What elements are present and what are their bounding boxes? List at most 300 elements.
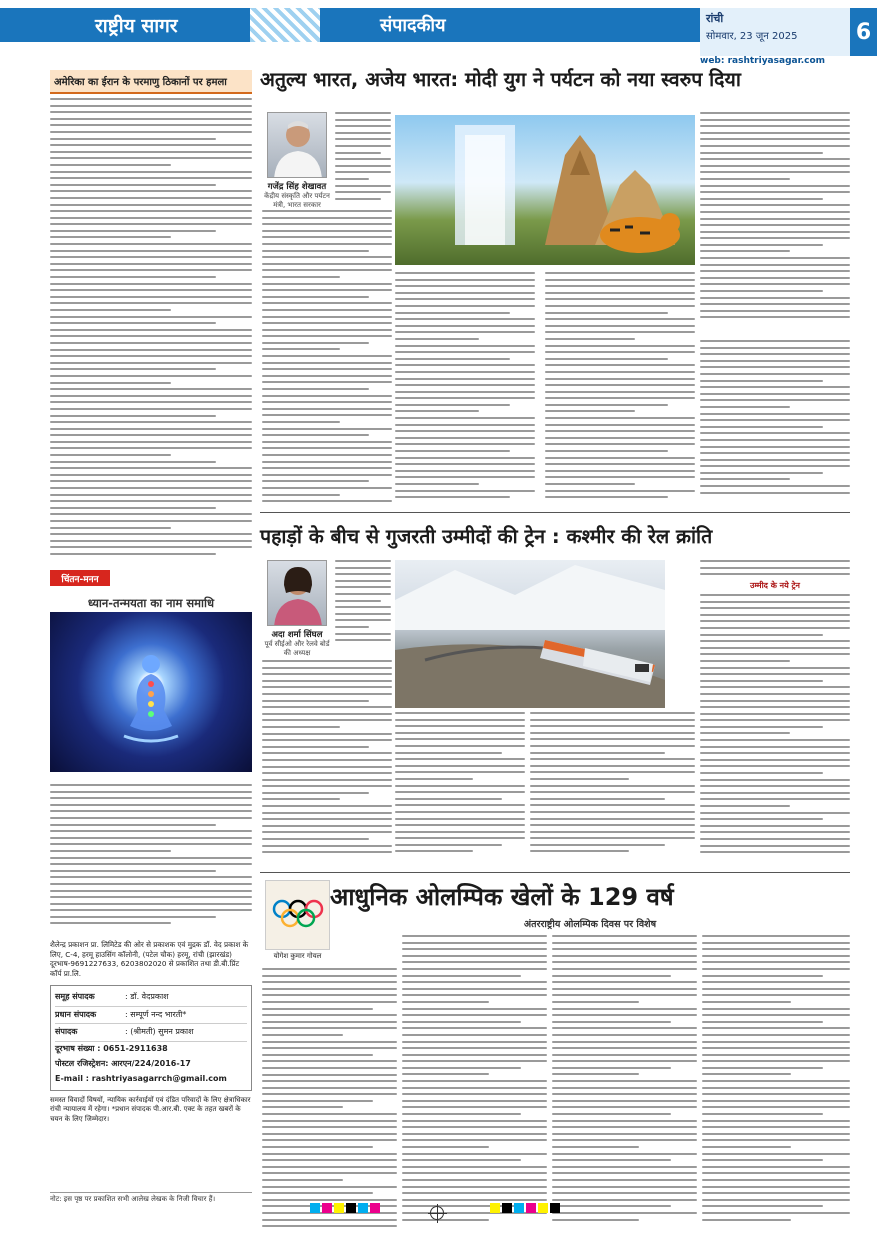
text-line [700,667,850,669]
text-line [402,1047,547,1049]
text-line [402,988,547,990]
text-line [395,844,502,846]
text-line [700,426,823,428]
text-line [700,237,850,239]
text-line [262,480,369,482]
text-line [545,483,635,485]
text-line [395,371,535,373]
text-line [262,726,340,728]
text-line [335,198,381,200]
text-line [700,393,850,395]
text-line [700,353,850,355]
chintan-body [50,780,252,929]
text-line [50,890,252,892]
text-line [700,845,850,847]
text-line [262,362,392,364]
text-line [700,851,850,853]
text-line [335,639,391,641]
text-line [262,381,392,383]
text-line [402,1166,547,1168]
text-line [262,686,392,688]
text-line [700,706,850,708]
text-line [262,355,392,357]
text-line [545,364,695,366]
text-line [700,594,850,596]
text-line [395,384,535,386]
text-line [395,450,510,452]
text-line [700,310,850,312]
text-line [395,430,535,432]
text-line [262,467,392,469]
text-line [552,988,697,990]
text-line [262,269,392,271]
text-line [530,831,695,833]
text-line [262,759,392,761]
text-line [702,942,850,944]
text-line [262,798,340,800]
text-line [262,719,392,721]
text-line [545,496,668,498]
text-line [335,171,391,173]
text-line [262,792,369,794]
text-line [50,857,252,859]
text-line [700,573,850,575]
text-line [402,1113,521,1115]
author-desc: केंद्रीय संस्कृति और पर्यटन मंत्री, भारत सरकार [264,192,330,209]
text-line [530,798,665,800]
text-line [530,818,695,820]
chintan-tag: चिंतन-मनन [50,570,110,586]
text-line [262,700,369,702]
text-line [262,210,392,212]
text-line [335,112,391,114]
text-line [552,1146,639,1148]
author-name: अदा शर्मा सिंघल [271,630,323,640]
text-line [395,279,535,281]
text-line [552,1047,697,1049]
text-line [262,1186,397,1188]
text-line [50,151,252,153]
text-line [262,250,369,252]
text-line [335,152,381,154]
editor-role: प्रधान संपादक [55,1009,97,1019]
text-line [50,546,252,548]
text-line [702,1159,823,1161]
text-line [700,719,850,721]
text-line [50,157,252,159]
text-line [262,673,392,675]
editor-value: : डॉ. वेदप्रकाश [125,991,169,1001]
text-line [262,1153,397,1155]
text-line [702,1172,850,1174]
text-line [702,981,850,983]
text-line [262,845,392,847]
text-line [552,1060,697,1062]
text-line [545,443,695,445]
text-line [552,1034,697,1036]
author-box-1 [262,112,332,210]
text-line [552,1186,697,1188]
text-line [530,745,695,747]
text-line [702,1093,850,1095]
text-line [700,432,850,434]
website[interactable]: web: rashtriyasagar.com [700,56,826,66]
text-line [700,680,823,682]
text-line [702,1199,850,1201]
text-line [262,1021,397,1023]
text-line [262,461,392,463]
author-desc: पूर्व सीईओ और रेलवे बोर्ड की अध्यक्ष [264,640,330,657]
text-line [552,1172,697,1174]
text-line [402,1153,547,1155]
text-line [50,190,252,192]
text-line [50,480,252,482]
text-line [395,811,525,813]
text-line [395,410,479,412]
text-line [395,771,525,773]
text-line [700,303,850,305]
text-line [262,474,392,476]
text-line [395,804,525,806]
text-line [262,368,392,370]
text-line [700,627,850,629]
text-line [50,124,252,126]
text-line [395,272,535,274]
text-line [552,1166,697,1168]
text-line [262,494,340,496]
text-line [50,204,252,206]
chintan-title: ध्यान-तन्मयता का नाम समाधि [87,596,215,610]
article-column [395,712,525,857]
text-line [335,593,391,595]
text-line [700,439,850,441]
publisher-text: शैलेन्द्र प्रकाशन प्रा. लिमिटेड की ओर से प्रकाशक एवं मुद्रक डॉ. वेद प्रकाश के लिए, C-4, हरमू हाउसिंग कॉलोनी, (पटेल चौक) हरमू, रांची (झारखंड) दूरभाष-9691227633, 6203802020 से प्रकाशित तथा डी.बी.प्रिंट कॉर्प प्रा.लि. [50,940,249,979]
text-line [702,1014,850,1016]
text-line [50,454,171,456]
text-line [545,437,695,439]
text-line [262,408,392,410]
text-line [702,994,850,996]
text-line [262,1074,397,1076]
text-line [700,316,850,318]
text-line [262,988,397,990]
color-swatch [526,1203,536,1213]
text-line [545,424,695,426]
text-line [50,843,252,845]
color-swatch [538,1203,548,1213]
color-swatch [346,1203,356,1213]
text-line [262,1014,397,1016]
text-line [335,145,391,147]
text-line [402,1014,547,1016]
text-line [50,256,252,258]
text-line [395,496,510,498]
text-line [700,759,850,761]
text-line [700,360,850,362]
editor-box [50,985,252,1091]
text-line [395,470,535,472]
text-line [262,772,392,774]
text-line [702,1120,850,1122]
text-line [50,329,252,331]
text-line [552,961,697,963]
jurisdiction-note: समस्त विवादों विषयों, न्यायिक कार्रवाईयों एवं दंडित परिवादों के लिए क्षेत्राधिकार रांची न्यायालय में रहेगा। *प्रधान संपादक पी.आर.बी. एक्ट के तहत खबरों के चयन के लिए जिम्मेदार। [50,1095,251,1123]
text-line [262,421,340,423]
text-line [702,968,850,970]
page-number: 6 [850,8,877,56]
text-line [262,375,392,377]
text-line [50,349,252,351]
text-line [702,961,850,963]
text-line [702,1027,850,1029]
text-line [50,105,252,107]
text-line [50,131,252,133]
text-line [262,785,392,787]
text-line [50,309,171,311]
text-line [262,680,392,682]
text-line [262,1126,397,1128]
article-column [262,210,392,507]
text-line [702,1047,850,1049]
text-line [50,118,252,120]
text-line [262,1087,397,1089]
text-line [545,358,668,360]
text-line [402,1073,489,1075]
text-line [335,119,391,121]
text-line [552,994,697,996]
city: रांची [706,12,724,25]
text-line [50,428,252,430]
text-line [262,1219,397,1221]
text-line [700,264,850,266]
article-column [700,594,850,858]
text-line [395,345,535,347]
text-line [700,373,850,375]
text-line [700,739,850,741]
text-line [50,388,252,390]
text-line [50,513,252,515]
text-line [50,322,216,324]
text-line [402,1120,547,1122]
text-line [50,197,252,199]
text-line [545,384,695,386]
text-line [402,942,547,944]
text-line [702,1192,850,1194]
text-line [50,236,171,238]
text-line [50,797,252,799]
text-line [545,285,695,287]
text-line [700,779,850,781]
text-line [545,318,695,320]
text-line [262,283,392,285]
text-line [700,825,850,827]
text-line [50,362,252,364]
text-line [402,1001,489,1003]
text-line [262,322,392,324]
text-line [262,236,392,238]
rail-subhead: उम्मीद के नये ट्रेन [750,581,800,590]
color-swatch [310,1203,320,1213]
text-line [50,316,252,318]
text-line [335,158,391,160]
imprint [50,940,252,1124]
text-line [262,1093,397,1095]
text-line [262,667,392,669]
text-line [530,850,629,852]
text-line [402,1126,547,1128]
text-line [700,406,790,408]
text-line [262,447,392,449]
text-line [702,1054,850,1056]
text-line [262,851,392,853]
lead-article [50,70,252,560]
text-line [395,719,525,721]
text-line [700,647,850,649]
text-line [702,1219,791,1221]
text-line [262,1113,397,1115]
text-line [702,1126,850,1128]
text-line [50,870,216,872]
editor-role: संपादक [55,1027,78,1037]
text-line [262,434,369,436]
meditation-figure [120,650,182,750]
text-line [262,1100,373,1102]
text-line [262,1034,343,1036]
text-line [50,421,252,423]
text-line [700,713,850,715]
text-line [395,824,525,826]
text-line [262,487,392,489]
text-line [700,290,823,292]
text-line [700,831,850,833]
text-line [545,457,695,459]
text-line [262,1067,397,1069]
phone: दूरभाष संख्या : 0651-2911638 [55,1044,168,1054]
text-line [262,289,392,291]
text-line [552,1153,697,1155]
text-line [552,1008,697,1010]
text-line [395,725,525,727]
text-line [262,217,392,219]
text-line [395,785,525,787]
text-line [335,165,391,167]
train-scene [395,560,665,708]
text-line [702,1212,850,1214]
text-line [402,1041,547,1043]
text-line [700,386,850,388]
text-line [50,824,216,826]
text-line [50,296,252,298]
text-line [395,298,535,300]
text-line [552,942,697,944]
text-line [402,1100,547,1102]
text-line [402,1080,547,1082]
text-line [395,391,535,393]
text-line [50,164,171,166]
text-line [552,948,697,950]
text-line [50,401,252,403]
text-line [402,1199,547,1201]
text-line [50,217,252,219]
color-swatch [502,1203,512,1213]
text-line [395,305,535,307]
text-line [552,975,671,977]
text-line [700,732,790,734]
text-line [545,476,695,478]
text-line [262,309,392,311]
text-line [262,302,392,304]
text-line [262,1139,397,1141]
text-line [395,745,525,747]
text-line [530,771,695,773]
email[interactable]: E-mail : rashtriyasagarrch@gmail.com [55,1073,227,1083]
text-line [335,560,391,562]
headline-olympics: आधुनिक ओलम्पिक खेलों के 129 वर्ष [330,883,674,911]
editor-role: समूह संपादक [55,991,95,1001]
text-line [700,620,850,622]
text-line [50,177,252,179]
text-line [530,719,695,721]
text-line [262,1080,397,1082]
text-line [50,837,252,839]
text-line [50,447,252,449]
text-line [402,1060,547,1062]
text-line [395,798,502,800]
text-line [262,263,392,265]
text-line [335,178,369,180]
text-line [530,752,665,754]
text-line [262,348,340,350]
text-line [50,276,216,278]
text-line [50,263,252,265]
text-line [552,1219,639,1221]
text-line [700,257,850,259]
text-line [552,968,697,970]
text-line [50,210,252,212]
text-line [552,1179,697,1181]
text-line [50,876,252,878]
article-column [262,660,392,858]
text-line [262,825,392,827]
text-line [545,272,695,274]
text-line [702,935,850,937]
text-line [545,410,635,412]
olympic-caption: योगेश कुमार गोयल [273,952,322,960]
text-line [700,785,850,787]
text-line [50,441,252,443]
masthead [0,0,877,66]
text-line [545,279,695,281]
text-line [50,817,252,819]
text-line [545,450,668,452]
person-icon [268,113,327,178]
text-line [552,1087,697,1089]
text-line [402,1087,547,1089]
date: सोमवार, 23 जून 2025 [706,31,798,42]
text-line [50,223,252,225]
text-line [702,1041,850,1043]
text-line [552,1067,671,1069]
text-line [395,312,510,314]
text-line [50,138,216,140]
text-line [700,218,850,220]
text-line [262,428,392,430]
article-column [700,112,850,323]
text-line [700,224,850,226]
text-line [50,250,252,252]
color-swatch [358,1203,368,1213]
text-line [702,1021,823,1023]
